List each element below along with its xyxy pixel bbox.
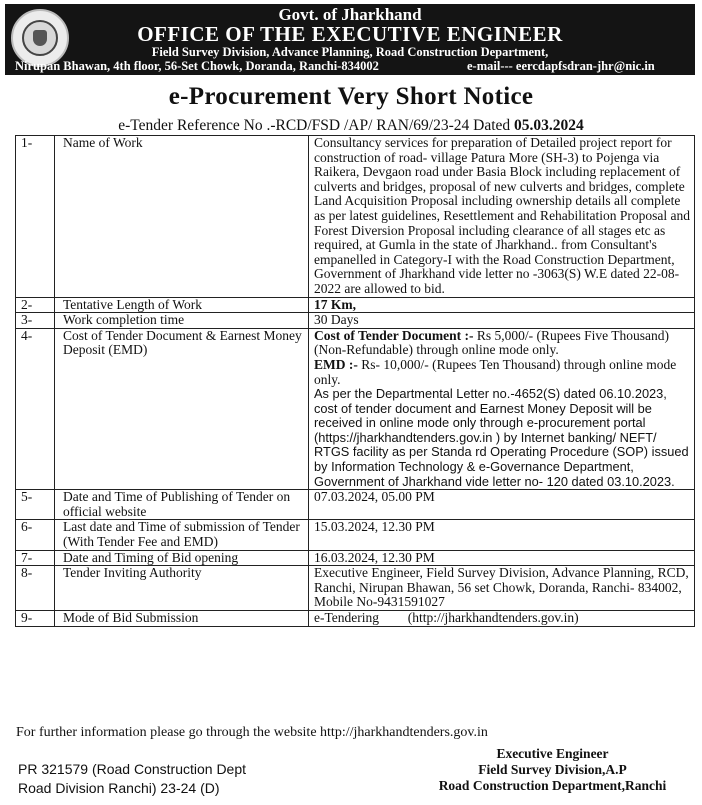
row-number: 3- <box>16 313 55 329</box>
division-name: Field Survey Division, Advance Planning, Road Construction Department, <box>151 45 549 59</box>
row-number: 7- <box>16 550 55 566</box>
row-value: 15.03.2024, 12.30 PM <box>309 520 695 550</box>
row-value: 16.03.2024, 12.30 PM <box>309 550 695 566</box>
row-label: Tender Inviting Authority <box>55 566 309 611</box>
signatory-department: Road Construction Department,Ranchi <box>438 778 667 793</box>
table-row <box>16 566 695 611</box>
row-label: Tentative Length of Work <box>55 297 309 313</box>
row-label: Work completion time <box>55 313 309 329</box>
tender-reference <box>0 117 702 135</box>
emd-value: Rs- 10,000/- (Rupees Ten Thousand) through online mode only. <box>314 356 677 387</box>
table-row <box>16 490 695 520</box>
row-value: 30 Days <box>309 313 695 329</box>
office-name: OFFICE OF THE EXECUTIVE ENGINEER <box>137 22 563 46</box>
tender-details-table <box>15 135 695 627</box>
row-number: 8- <box>16 566 55 611</box>
row-value: 07.03.2024, 05.00 PM <box>309 490 695 520</box>
row-value: Consultancy services for preparation of Detailed project report for construction of road- village Patura More (SH-3) to Pojenga via Raikera, Devgaon road under Basia Block including replacement of culverts and bridges, proposal of new culverts and bridges, complete Land Acquisition Proposal including ownership details all complete as per latest guidelines, Resettlement and Rehabilitation Proposal and Forest Diversion Proposal including clearance of all stages etc as required, at Gumla in the state of Jharkhand.. from Consultant's empanelled in Category-I with the Road Construction Department, Government of Jharkhand vide letter no -3063(S) W.E dated 22-08-2022 are allowed to bid. <box>309 136 695 298</box>
row-number: 5- <box>16 490 55 520</box>
row-label: Name of Work <box>55 136 309 298</box>
table-row <box>16 328 695 490</box>
pr-line-1: PR 321579 (Road Construction Dept <box>18 761 247 777</box>
table-row <box>16 313 695 329</box>
tender-portal-link[interactable]: (http://jharkhandtenders.gov.in) <box>407 610 579 625</box>
cost-label: Cost of Tender Document :- <box>314 327 474 343</box>
row-label: Last date and Time of submission of Tender (With Tender Fee and EMD) <box>55 520 309 550</box>
row-number: 1- <box>16 136 55 298</box>
press-release-id <box>18 760 246 798</box>
further-information: For further information please go through the website http://jharkhandtenders.gov.in <box>16 725 488 740</box>
office-address: Nirupan Bhawan, 4th floor, 56-Set Chowk, Doranda, Ranchi-834002 <box>15 59 379 73</box>
notice-title: e-Procurement Very Short Notice <box>168 83 534 110</box>
reference-number: e-Tender Reference No .-RCD/FSD /AP/ RAN/69/23-24 Dated <box>118 117 515 134</box>
table-row <box>16 550 695 566</box>
submission-mode: e-Tendering <box>314 610 380 625</box>
row-number: 6- <box>16 520 55 550</box>
table-row <box>16 136 695 298</box>
row-label: Mode of Bid Submission <box>55 611 309 627</box>
row-number: 4- <box>16 328 55 490</box>
govt-name: Govt. of Jharkhand <box>278 5 422 24</box>
letterhead <box>5 4 695 75</box>
row-number: 9- <box>16 611 55 627</box>
row-label: Date and Time of Publishing of Tender on official website <box>55 490 309 520</box>
address-line <box>15 59 702 74</box>
signature-block <box>410 746 695 794</box>
table-row <box>16 520 695 550</box>
row-number: 2- <box>16 297 55 313</box>
row-value-fees <box>309 328 695 490</box>
reference-date: 05.03.2024 <box>514 117 584 134</box>
signatory-title: Executive Engineer <box>496 746 609 761</box>
emd-label: EMD :- <box>314 356 358 372</box>
row-value: 17 Km, <box>309 297 695 313</box>
row-value: Executive Engineer, Field Survey Division, Advance Planning, RCD, Ranchi, Nirupan Bhawan, 56 set Chowk, Doranda, Ranchi- 834002, Mobile No-9431591027 <box>309 566 695 611</box>
pr-line-2: Road Division Ranchi) 23-24 (D) <box>18 780 220 796</box>
signatory-division: Field Survey Division,A.P <box>478 762 627 777</box>
row-value-submission <box>309 611 695 627</box>
row-label: Cost of Tender Document & Earnest Money Deposit (EMD) <box>55 328 309 490</box>
office-email: e-mail--- eercdapfsdran-jhr@nic.in <box>467 59 655 73</box>
cost-value: Rs 5,000/- (Rupees Five Thousand) (Non-Refundable) through online mode only. <box>314 327 669 358</box>
table-row <box>16 611 695 627</box>
fee-payment-note: As per the Departmental Letter no.-4652(S) dated 06.10.2023, cost of tender document and Earnest Money Deposit will be received in online mode only through e-procurement portal (https://jharkhandtenders.gov.in ) by Internet banking/ NEFT/ RTGS facility as per Standa rd Operating Procedure (SOP) issued by Information Technology & e-Governance Department, Government of Jharkhand vide letter no- 120 dated 03.10.2023. <box>314 386 689 489</box>
row-label: Date and Timing of Bid opening <box>55 550 309 566</box>
table-row <box>16 297 695 313</box>
